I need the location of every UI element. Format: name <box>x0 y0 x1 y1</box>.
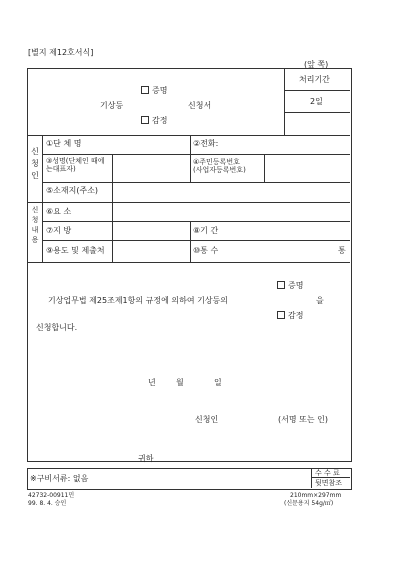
checkbox-appraisal[interactable] <box>141 116 149 124</box>
signature-applicant-label: 신청인 <box>195 415 219 424</box>
title-opt-appraisal: 감정 <box>141 116 167 126</box>
date-month: 월 <box>176 378 184 387</box>
form-title-right: 신청서 <box>188 101 212 110</box>
fee-label: 수 수 료 <box>315 469 340 477</box>
purpose-label: ⑨용도 및 제출처 <box>46 246 105 255</box>
fee-note: 뒷면참조 <box>315 479 343 487</box>
org-name-label: ①단 체 명 <box>46 139 82 148</box>
copies-label: ⑩통 수 <box>193 246 219 255</box>
period-label: ⑧기 간 <box>193 226 219 235</box>
processing-divider <box>284 68 285 135</box>
form-reference: [별지 제12호서식] <box>28 48 94 57</box>
statement-text-after: 을 <box>316 296 324 305</box>
applicant-section-label: 신청인 <box>31 147 39 180</box>
statement-text: 기상업무법 제25조제1항의 규정에 의하여 기상등의 <box>48 296 228 305</box>
copies-unit: 통 <box>338 246 346 255</box>
resident-no-label-line1: ④주민등록번호 <box>193 158 240 166</box>
approval-note: 99. 8. 4. 승인 <box>28 500 67 507</box>
phone-label: ②전화: <box>193 139 219 148</box>
resident-no-label-line2: (사업자등록번호) <box>193 166 246 174</box>
form-code: 42732-00911민 <box>28 492 75 499</box>
checkbox-certificate[interactable] <box>141 86 149 94</box>
attachments-note: ※구비서류: 없음 <box>30 474 89 483</box>
signature-hint: (서명 또는 인) <box>278 415 328 424</box>
statement-opt-appraisal: 감정 <box>277 311 303 321</box>
form-title-left: 기상등 <box>100 101 124 110</box>
paper-type: (신문용지 54g/㎡) <box>284 500 334 507</box>
form-frame <box>27 68 352 462</box>
element-label: ⑥요 소 <box>46 207 72 216</box>
request-section-label: 신청내용 <box>31 206 39 244</box>
title-opt-certificate: 증명 <box>141 86 167 96</box>
page-side-label: (앞 쪽) <box>304 60 329 69</box>
checkbox-statement-appraisal[interactable] <box>277 311 285 319</box>
processing-label: 처리기간 <box>299 75 330 84</box>
date-day: 일 <box>214 378 222 387</box>
processing-value: 2일 <box>310 97 323 106</box>
addressee: 귀하 <box>138 454 154 463</box>
statement-opt-certificate: 증명 <box>277 281 303 291</box>
date-year: 년 <box>148 378 156 387</box>
statement-closing: 신청합니다. <box>36 323 78 332</box>
address-label: ⑤소재지(주소) <box>46 186 99 195</box>
paper-size: 210mm×297mm <box>290 492 342 499</box>
checkbox-statement-certificate[interactable] <box>277 281 285 289</box>
name-label: ③성명(단체인 때에는대표자) <box>46 157 105 173</box>
region-label: ⑦지 방 <box>46 226 72 235</box>
